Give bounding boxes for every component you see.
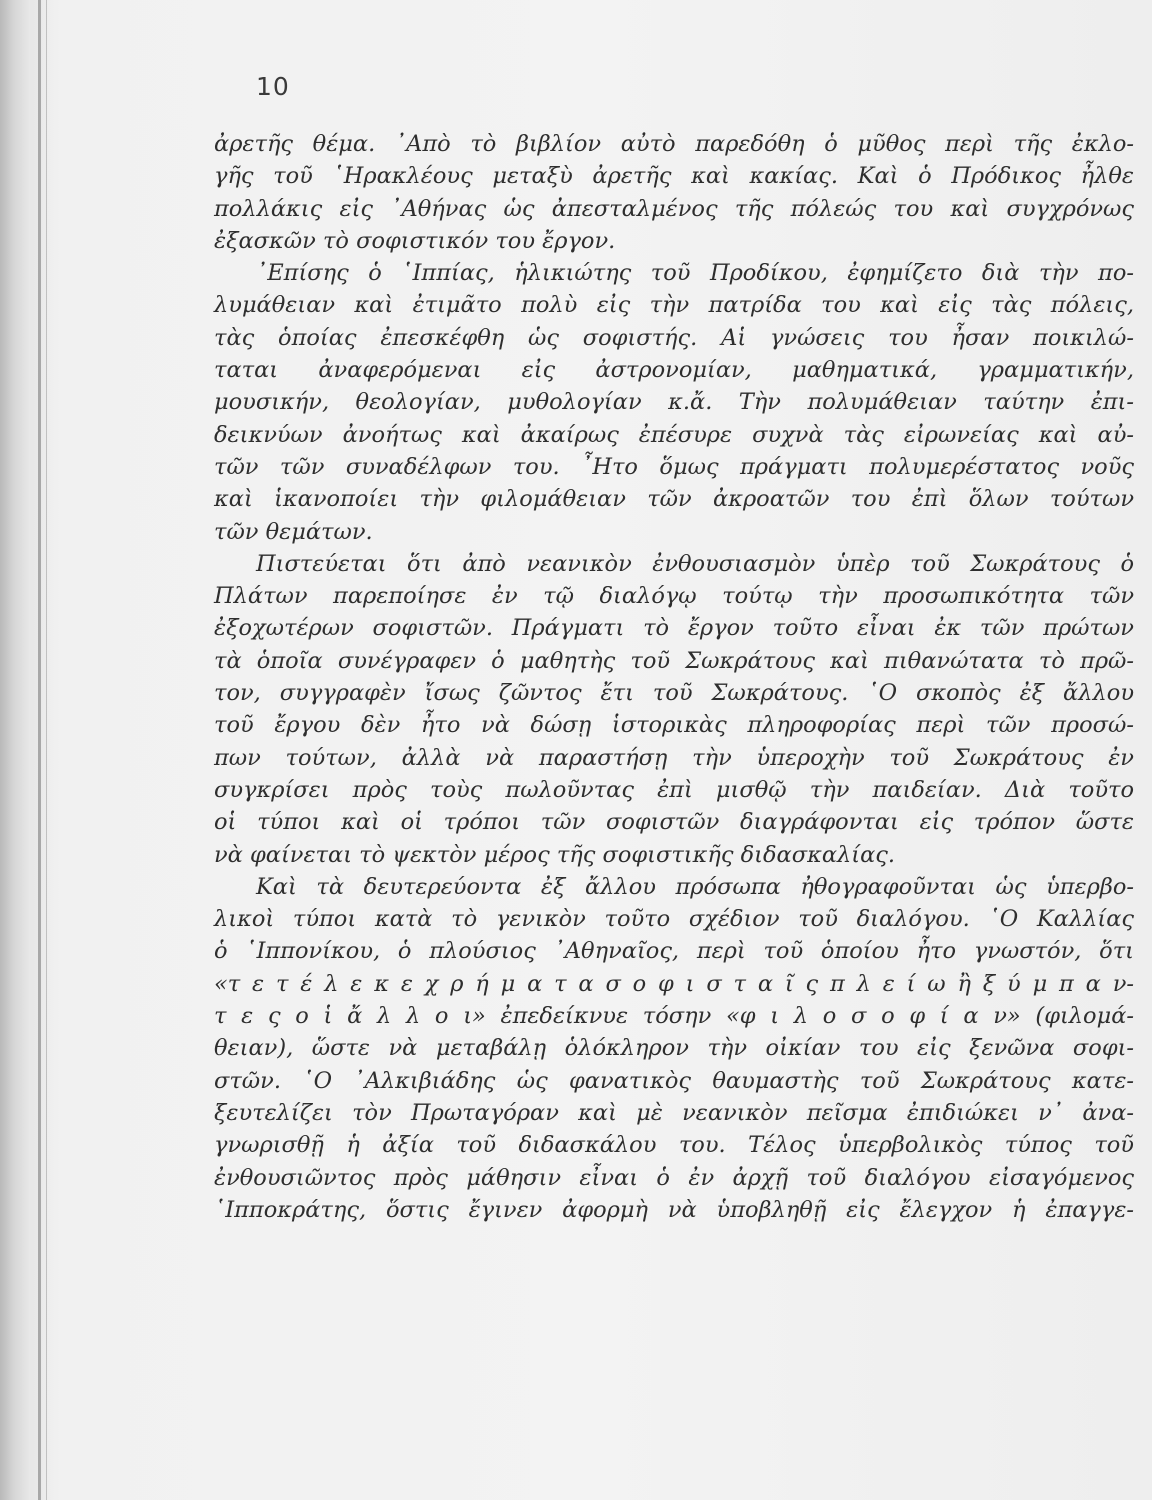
text-line: ταται ἀναφερόμεναι εἰς ἀστρονομίαν, μαθηματικά, γραμματικήν, xyxy=(214,357,1134,384)
text-line: τ ε ς ο ἱ ἄ λ λ ο ι» ἐπεδείκνυε τόσην «φ ι λ ο σ ο φ ί α ν» (φιλομά- xyxy=(214,1003,1134,1030)
text-line: ἐξοχωτέρων σοφιστῶν. Πράγματι τὸ ἔργον τοῦτο εἶναι ἐκ τῶν πρώτων xyxy=(214,615,1134,642)
text-line: λικοὶ τύποι κατὰ τὸ γενικὸν τοῦτο σχέδιον τοῦ διαλόγου. ῾Ο Καλλίας xyxy=(214,906,1134,933)
text-line: πολλάκις εἰς ᾿Αθήνας ὡς ἀπεσταλμένος τῆς πόλεώς του καὶ συγχρόνως xyxy=(214,195,1134,222)
binding-line xyxy=(38,0,41,1500)
paragraph-start-line: Πιστεύεται ὅτι ἀπὸ νεανικὸν ἐνθουσιασμὸν ὑπὲρ τοῦ Σωκράτους ὁ xyxy=(256,550,1134,577)
text-line: θειαν), ὥστε νὰ μεταβάλῃ ὁλόκληρον τὴν οἰκίαν του εἰς ξενῶνα σοφι- xyxy=(214,1035,1134,1062)
text-line: Πλάτων παρεποίησε ἐν τῷ διαλόγῳ τούτῳ τὴν προσωπικότητα τῶν xyxy=(214,583,1134,610)
paragraph-start-line: ᾿Επίσης ὁ ῾Ιππίας, ἡλικιώτης τοῦ Προδίκου, ἐφημίζετο διὰ τὴν πο- xyxy=(256,260,1134,287)
text-line: ἐνθουσιῶντος πρὸς μάθησιν εἶναι ὁ ἐν ἀρχῇ τοῦ διαλόγου εἰσαγόμενος xyxy=(214,1164,1134,1191)
text-line: «τ ε τ έ λ ε κ ε χ ρ ή μ α τ α σ ο φ ι σ τ α ῖ ς π λ ε ί ω ἢ ξ ύ μ π α ν- xyxy=(214,970,1134,997)
body-text xyxy=(214,128,1134,1226)
text-line: στῶν. ῾Ο ᾿Αλκιβιάδης ὡς φανατικὸς θαυμαστὴς τοῦ Σωκράτους κατε- xyxy=(214,1067,1134,1094)
paragraph-start-line: Καὶ τὰ δευτερεύοντα ἐξ ἄλλου πρόσωπα ἠθογραφοῦνται ὡς ὑπερβο- xyxy=(256,873,1134,900)
binding-line-inner xyxy=(46,0,47,1500)
text-line: ῾Ιπποκράτης, ὅστις ἔγινεν ἀφορμὴ νὰ ὑποβληθῇ εἰς ἔλεγχον ἡ ἐπαγγε- xyxy=(214,1196,1134,1223)
binding-shadow xyxy=(0,0,50,1500)
text-line: καὶ ἱκανοποίει τὴν φιλομάθειαν τῶν ἀκροατῶν του ἐπὶ ὅλων τούτων xyxy=(214,486,1134,513)
text-line: τὰ ὁποῖα συνέγραφεν ὁ μαθητὴς τοῦ Σωκράτους καὶ πιθανώτατα τὸ πρῶ- xyxy=(214,647,1134,674)
text-line: νὰ φαίνεται τὸ ψεκτὸν μέρος τῆς σοφιστικῆς διδασκαλίας. xyxy=(214,841,896,868)
text-line: τὰς ὁποίας ἐπεσκέφθη ὡς σοφιστής. Αἱ γνώσεις του ἦσαν ποικιλώ- xyxy=(214,324,1134,351)
text-line: δεικνύων ἀνοήτως καὶ ἀκαίρως ἐπέσυρε συχνὰ τὰς εἰρωνείας καὶ αὐ- xyxy=(214,421,1134,448)
text-line: τῶν τῶν συναδέλφων του. ῏Ητο ὅμως πράγματι πολυμερέστατος νοῦς xyxy=(214,453,1134,480)
text-line: πων τούτων, ἀλλὰ νὰ παραστήσῃ τὴν ὑπεροχὴν τοῦ Σωκράτους ἐν xyxy=(214,744,1134,771)
text-line: μουσικήν, θεολογίαν, μυθολογίαν κ.ἄ. Τὴν πολυμάθειαν ταύτην ἐπι- xyxy=(214,389,1134,416)
text-line: τοῦ ἔργου δὲν ἦτο νὰ δώσῃ ἱστορικὰς πληροφορίας περὶ τῶν προσώ- xyxy=(214,712,1134,739)
text-line: γῆς τοῦ ῾Ηρακλέους μεταξὺ ἀρετῆς καὶ κακίας. Καὶ ὁ Πρόδικος ἦλθε xyxy=(214,163,1134,190)
text-line: τον, συγγραφὲν ἴσως ζῶντος ἔτι τοῦ Σωκράτους. ῾Ο σκοπὸς ἐξ ἄλλου xyxy=(214,680,1134,707)
text-line: γνωρισθῇ ἡ ἀξία τοῦ διδασκάλου του. Τέλος ὑπερβολικὸς τύπος τοῦ xyxy=(214,1132,1134,1159)
text-line: λυμάθειαν καὶ ἐτιμᾶτο πολὺ εἰς τὴν πατρίδα του καὶ εἰς τὰς πόλεις, xyxy=(214,292,1134,319)
text-line: οἱ τύποι καὶ οἱ τρόποι τῶν σοφιστῶν διαγράφονται εἰς τρόπον ὥστε xyxy=(214,809,1134,836)
text-line: ὁ ῾Ιππονίκου, ὁ πλούσιος ᾿Αθηναῖος, περὶ τοῦ ὁποίου ἦτο γνωστόν, ὅτι xyxy=(214,938,1134,965)
page-number: 10 xyxy=(256,72,290,101)
text-line: τῶν θεμάτων. xyxy=(214,518,373,545)
text-line: συγκρίσει πρὸς τοὺς πωλοῦντας ἐπὶ μισθῷ τὴν παιδείαν. Διὰ τοῦτο xyxy=(214,776,1134,803)
text-line: ἐξασκῶν τὸ σοφιστικόν του ἔργον. xyxy=(214,227,616,254)
text-line: ἀρετῆς θέμα. ᾿Απὸ τὸ βιβλίον αὐτὸ παρεδόθη ὁ μῦθος περὶ τῆς ἐκλο- xyxy=(214,131,1134,157)
text-line: ξευτελίζει τὸν Πρωταγόραν καὶ μὲ νεανικὸν πεῖσμα ἐπιδιώκει ν᾿ ἀνα- xyxy=(214,1099,1134,1126)
